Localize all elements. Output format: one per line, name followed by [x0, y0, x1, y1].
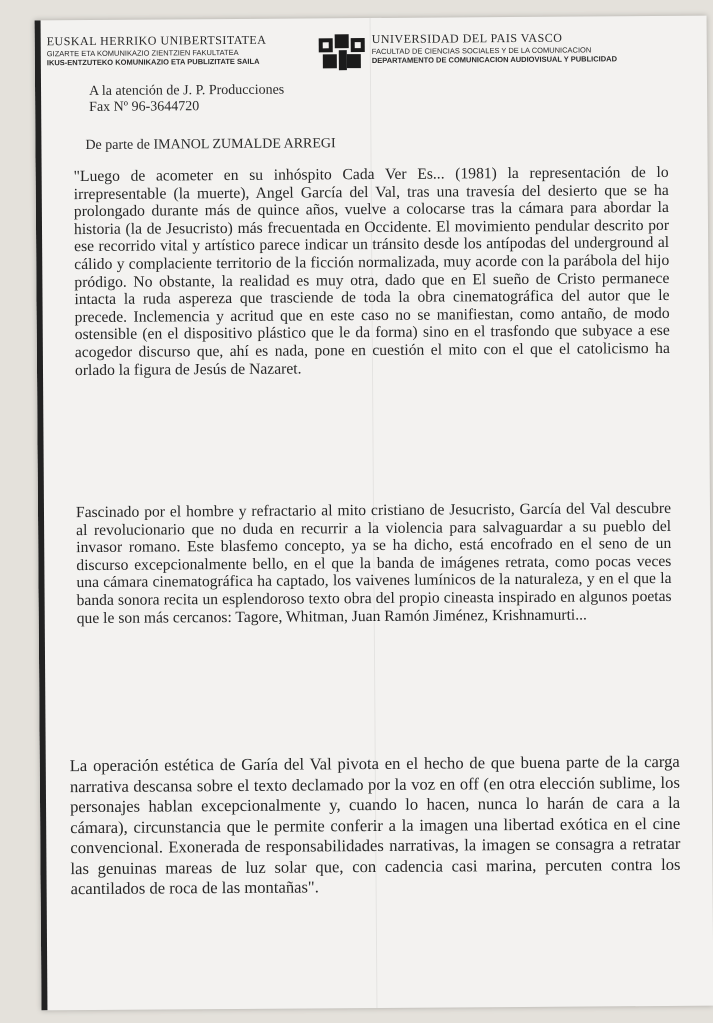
- fax-document: [35, 16, 713, 1011]
- sender-line: De parte de IMANOL ZUMALDE ARREGI: [85, 136, 336, 154]
- letterhead-right-title: UNIVERSIDAD DEL PAIS VASCO: [371, 30, 563, 47]
- recipient-fax: Fax Nº 96-3644720: [89, 99, 200, 115]
- recipient-attention: A la atención de J. P. Producciones: [88, 82, 285, 99]
- letterhead-left-sub1: GIZARTE ETA KOMUNIKAZIO ZIENTZIEN FAKULTATEA: [46, 47, 239, 59]
- paragraph-3: La operación estética de Garía del Val pivota en el hecho de que buena parte de la carga narrativa descansa sobre el texto declamado por la voz en off (en otra elección sublime, los personajes hablan excepcionalmente y, cuando lo hacen, nunca lo harán de cara a la cámara), circunstancia que le permite conferir a la imagen una libertad exótica en el cine convencional. Exonerada de responsabilidades narrativas, la imagen se consagra a retratar las genuinas mareas de luz solar que, con cadencia casi marina, percuten contra los acantilados de roca de las montañas".: [69, 751, 681, 899]
- letterhead-left-title: EUSKAL HERRIKO UNIBERTSITATEA: [46, 32, 267, 49]
- letterhead-left-sub2: IKUS-ENTZUTEKO KOMUNIKAZIO ETA PUBLIZITATE SAILA: [46, 56, 260, 68]
- letterhead-right-sub2: DEPARTAMENTO DE COMUNICACION AUDIOVISUAL Y PUBLICIDAD: [371, 54, 618, 66]
- letterhead-right-sub1: FACULTAD DE CIENCIAS SOCIALES Y DE LA COMUNICACION: [371, 45, 592, 57]
- letterhead-basque: [47, 32, 312, 67]
- upv-ehu-logo-icon: [317, 34, 367, 72]
- paragraph-2: Fascinado por el hombre y refractario al mito cristiano de Jesucristo, García del Val descubre al revolucionario que no duda en recurrir a la violencia para salvaguardar a su pueblo del invasor romano. Este blasfemo concepto, ya se ha dicho, está encofrado en el seno de un discurso excepcionalmente bello, en el que la banda de imágenes retrata, como pocas veces una cámara cinematográfica ha captado, los vaivenes lumínicos de la naturaleza, y en el que la banda sonora recita un esplendoroso texto obra del propio cineasta inspirado en algunos poetas que le son más cercanos: Tagore, Whitman, Juan Ramón Jiménez, Krishnamurti...: [75, 499, 672, 627]
- recipient-block: [89, 83, 284, 116]
- paragraph-1: "Luego de acometer en su inhóspito Cada Ver Es... (1981) la representación de lo irrepresentable (la muerte), Angel García del Val, tras una travesía del desierto que se ha prolongado durante más de quince años, vuelve a colocarse tras la cámara para abordar la historia (la de Jesucristo) más frecuentada en Occidente. El movimiento pendular descrito por ese recorrido vital y artístico parece indicar un tránsito desde los antípodas del underground al cálido y complaciente territorio de la ficción normalizada, muy acorde con la parábola del hijo pródigo. No obstante, la realidad es muy otra, dado que en El sueño de Cristo permanece intacta la ruda aspereza que trasciende de toda la obra cinematográfica del autor que le precede. Inclemencia y acritud que en este caso no se manifiestan, como antaño, de modo ostensible (en el dispositivo plástico que le da forma) sino en el trasfondo que subyace a ese acogedor discurso que, ahí es nada, pone en cuestión el mito con el que el catolicismo ha orlado la figura de Jesús de Nazaret.: [73, 163, 670, 379]
- letterhead-spanish: [372, 30, 702, 65]
